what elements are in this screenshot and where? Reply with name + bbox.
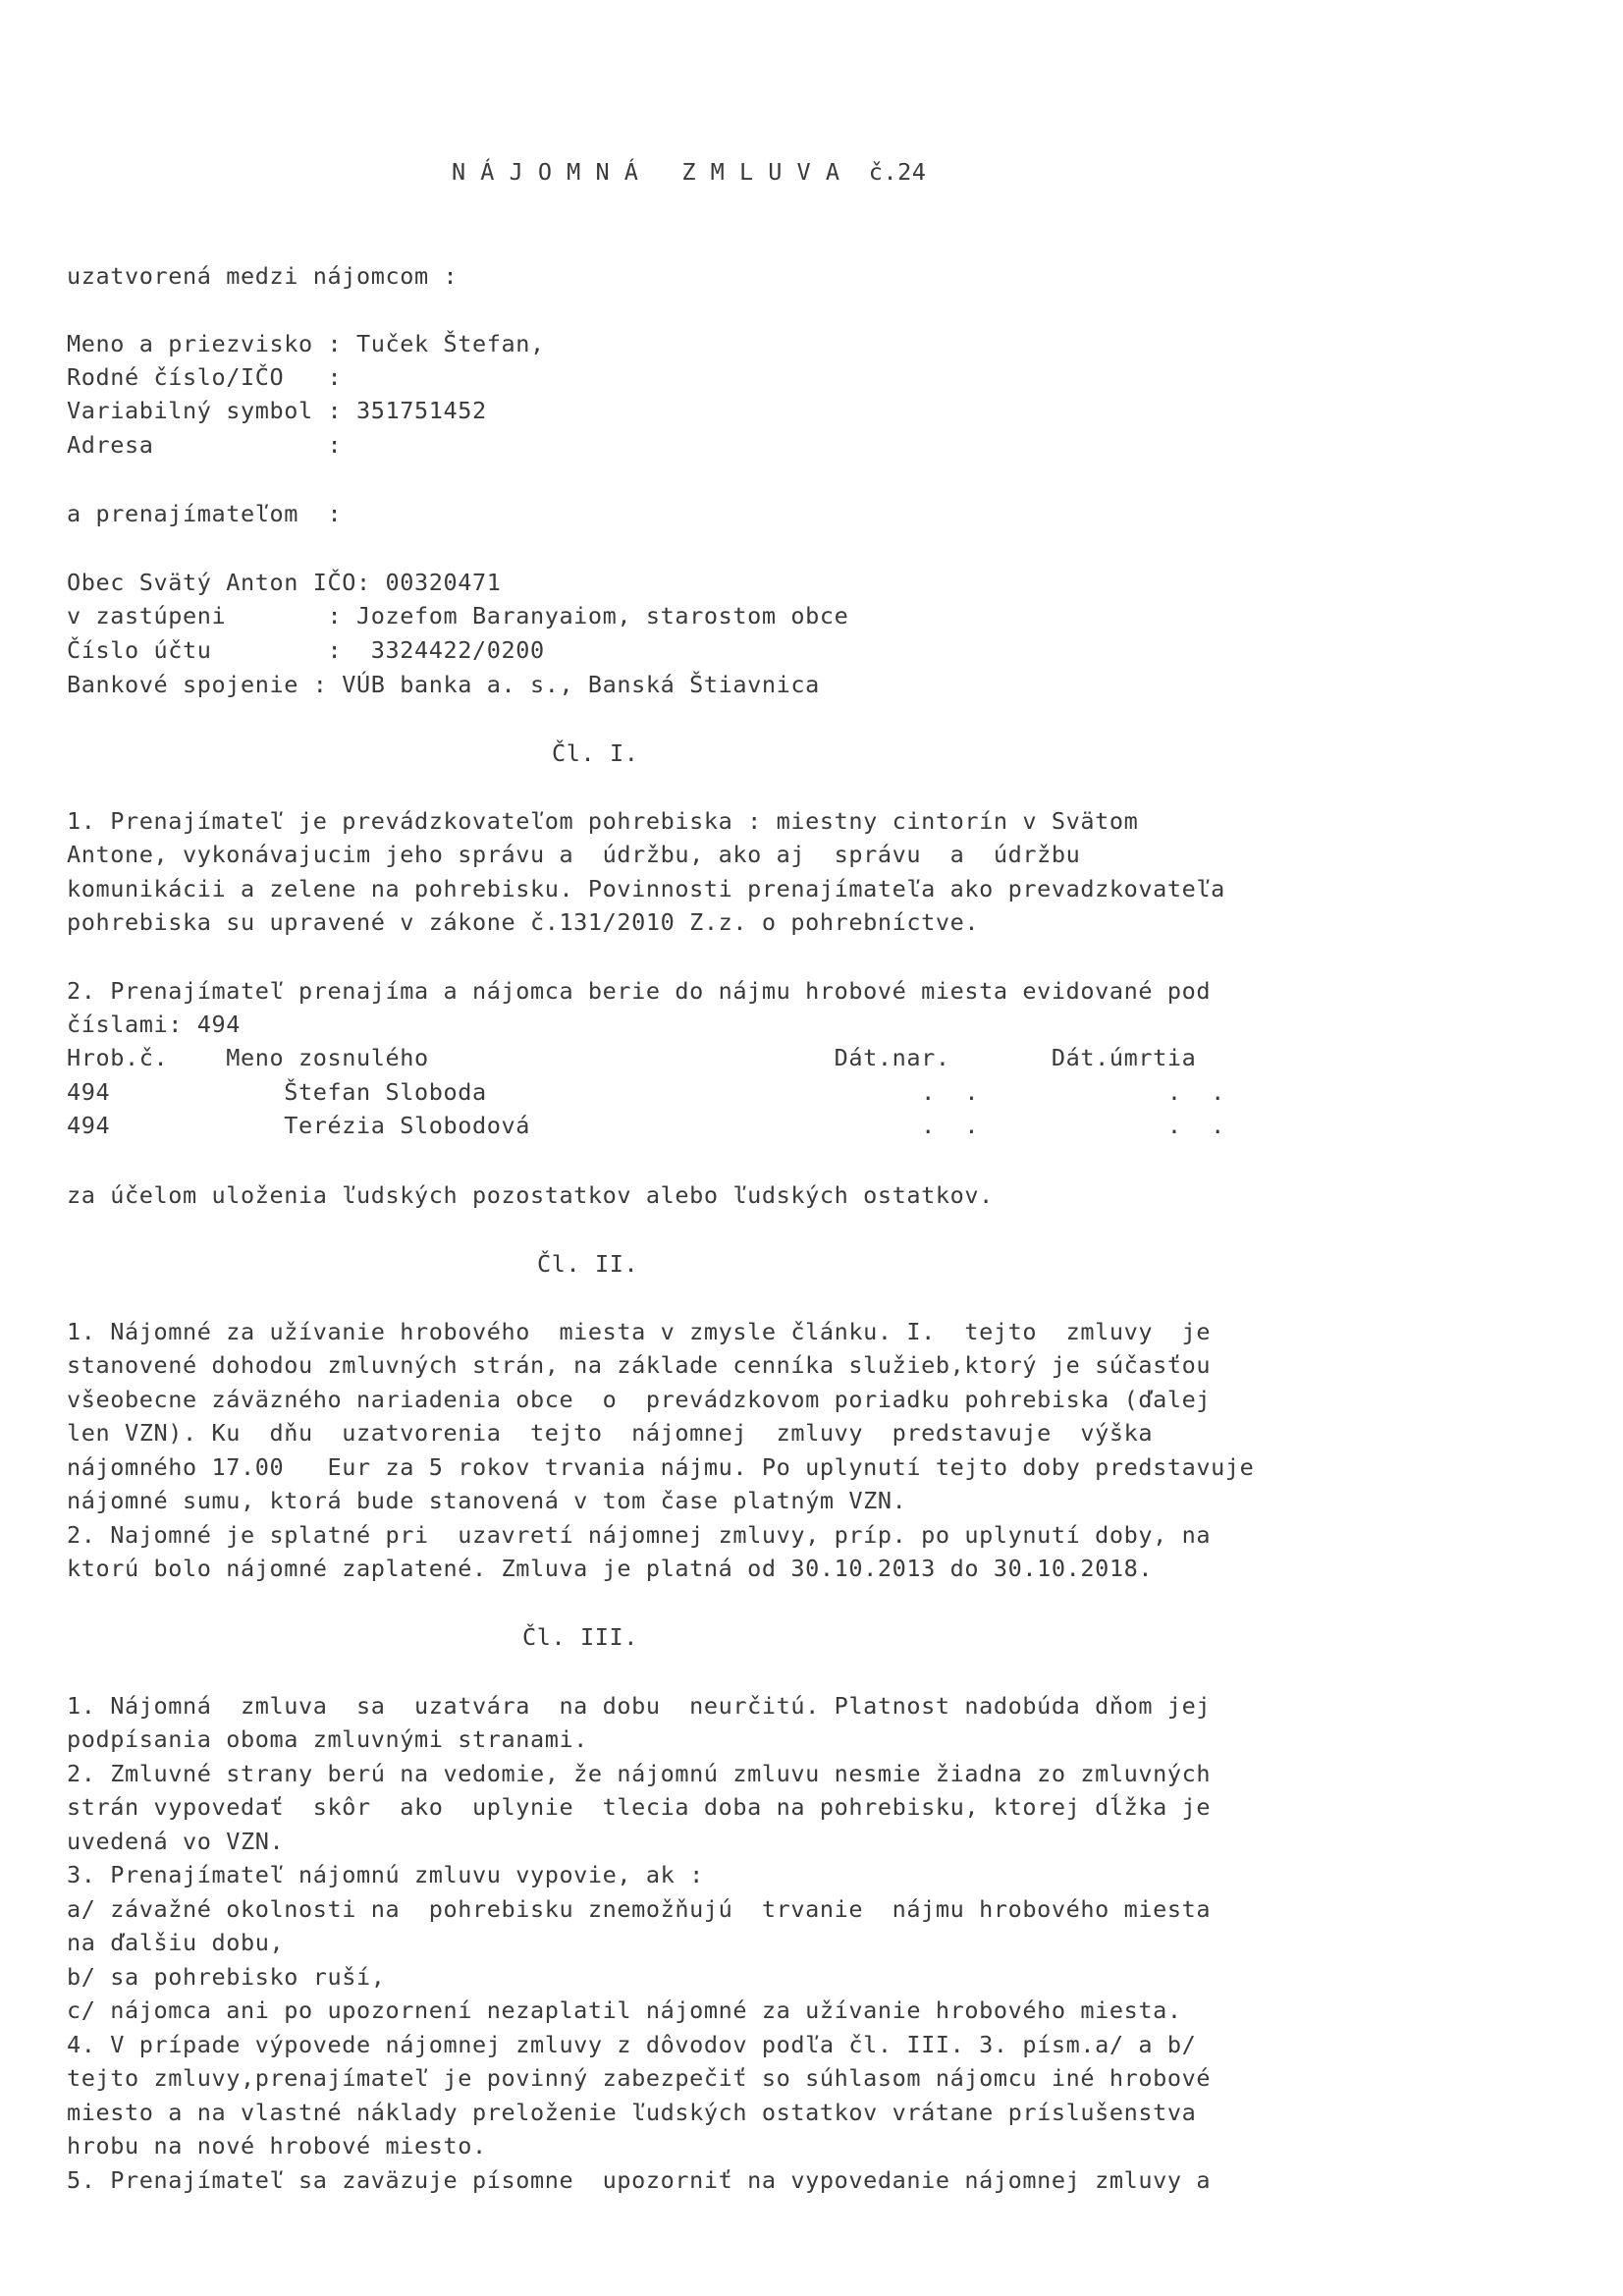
- text-line: číslami: 494: [67, 1011, 241, 1038]
- text-line: 2. Najomné je splatné pri uzavretí nájomnej zmluvy, príp. po uplynutí doby, na: [67, 1521, 1212, 1549]
- text-line: Antone, vykonávajucim jeho správu a údržbu, ako aj správu a údržbu: [67, 841, 1081, 868]
- article-3-heading: Čl. III.: [522, 1623, 638, 1651]
- landlord-intro: a prenajímateľom :: [67, 500, 343, 527]
- text-line: 3. Prenajímateľ nájomnú zmluvu vypovie, ak :: [67, 1861, 704, 1888]
- text-line: 1. Nájomné za užívanie hrobového miesta v zmysle článku. I. tejto zmluvy je: [67, 1318, 1212, 1345]
- text-line: strán vypovedať skôr ako uplynie tlecia doba na pohrebisku, ktorej dĺžka je: [67, 1793, 1212, 1821]
- table-row: 494 Štefan Sloboda . . . .: [67, 1078, 1225, 1106]
- text-line: c/ nájomca ani po upozornení nezaplatil nájomné za užívanie hrobového miesta.: [67, 1996, 1182, 2024]
- text-line: b/ sa pohrebisko ruší,: [67, 1963, 386, 1991]
- text-line: 1. Nájomná zmluva sa uzatvára na dobu neurčitú. Platnost nadobúda dňom jej: [67, 1692, 1212, 1720]
- text-line: 5. Prenajímateľ sa zaväzuje písomne upozorniť na vypovedanie nájomnej zmluvy a: [67, 2166, 1212, 2194]
- document-title: N Á J O M N Á Z M L U V A č.24: [452, 158, 927, 186]
- landlord-account: Číslo účtu : 3324422/0200: [67, 636, 545, 664]
- text-line: ktorú bolo nájomné zaplatené. Zmluva je platná od 30.10.2013 do 30.10.2018.: [67, 1555, 1154, 1582]
- text-line: len VZN). Ku dňu uzatvorenia tejto nájomnej zmluvy predstavuje výška: [67, 1419, 1154, 1447]
- intro-line: uzatvorená medzi nájomcom :: [67, 262, 459, 290]
- text-line: 1. Prenajímateľ je prevádzkovateľom pohrebiska : miestny cintorín v Svätom: [67, 807, 1139, 835]
- text-line: na ďalšiu dobu,: [67, 1929, 285, 1956]
- text-line: 2. Prenajímateľ prenajíma a nájomca berie do nájmu hrobové miesta evidované pod: [67, 977, 1212, 1005]
- text-line: nájomného 17.00 Eur za 5 rokov trvania nájmu. Po uplynutí tejto doby predstavuje: [67, 1453, 1255, 1481]
- tenant-address: Adresa :: [67, 431, 343, 459]
- text-line: 2. Zmluvné strany berú na vedomie, že nájomnú zmluvu nesmie žiadna zo zmluvných: [67, 1760, 1212, 1787]
- text-line: všeobecne záväzného nariadenia obce o prevádzkovom poriadku pohrebiska (ďalej: [67, 1386, 1212, 1413]
- text-line: 4. V prípade výpovede nájomnej zmluvy z dôvodov podľa čl. III. 3. písm.a/ a b/: [67, 2031, 1197, 2058]
- landlord-name: Obec Svätý Anton IČO: 00320471: [67, 569, 502, 596]
- text-line: pohrebiska su upravené v zákone č.131/2010 Z.z. o pohrebníctve.: [67, 908, 980, 936]
- text-line: tejto zmluvy,prenajímateľ je povinný zabezpečiť so súhlasom nájomcu iné hrobové: [67, 2064, 1212, 2092]
- text-line: hrobu na nové hrobové miesto.: [67, 2132, 487, 2159]
- text-line: nájomné sumu, ktorá bude stanovená v tom čase platným VZN.: [67, 1487, 907, 1514]
- grave-table-header: Hrob.č. Meno zosnulého Dát.nar. Dát.úmrtia: [67, 1044, 1197, 1071]
- text-line: miesto a na vlastné náklady preloženie ľudských ostatkov vrátane príslušenstva: [67, 2099, 1197, 2126]
- tenant-variable-symbol: Variabilný symbol : 351751452: [67, 397, 487, 424]
- landlord-bank: Bankové spojenie : VÚB banka a. s., Banská Štiavnica: [67, 671, 820, 698]
- text-line: uvedená vo VZN.: [67, 1828, 285, 1855]
- text-line: podpísania oboma zmluvnými stranami.: [67, 1725, 588, 1753]
- text-line: stanovené dohodou zmluvných strán, na základe cenníka služieb,ktorý je súčasťou: [67, 1351, 1212, 1379]
- table-row: 494 Terézia Slobodová . . . .: [67, 1112, 1225, 1139]
- text-line: komunikácii a zelene na pohrebisku. Povinnosti prenajímateľa ako prevadzkovateľa: [67, 875, 1225, 902]
- article-2-heading: Čl. II.: [537, 1250, 639, 1278]
- article-1-purpose: za účelom uloženia ľudských pozostatkov alebo ľudských ostatkov.: [67, 1181, 994, 1209]
- tenant-id: Rodné číslo/IČO :: [67, 363, 343, 391]
- text-line: a/ závažné okolnosti na pohrebisku znemožňujú trvanie nájmu hrobového miesta: [67, 1895, 1212, 1923]
- tenant-name: Meno a priezvisko : Tuček Štefan,: [67, 330, 545, 357]
- landlord-representative: v zastúpeni : Jozefom Baranyaiom, starostom obce: [67, 602, 849, 629]
- article-1-heading: Čl. I.: [552, 739, 639, 767]
